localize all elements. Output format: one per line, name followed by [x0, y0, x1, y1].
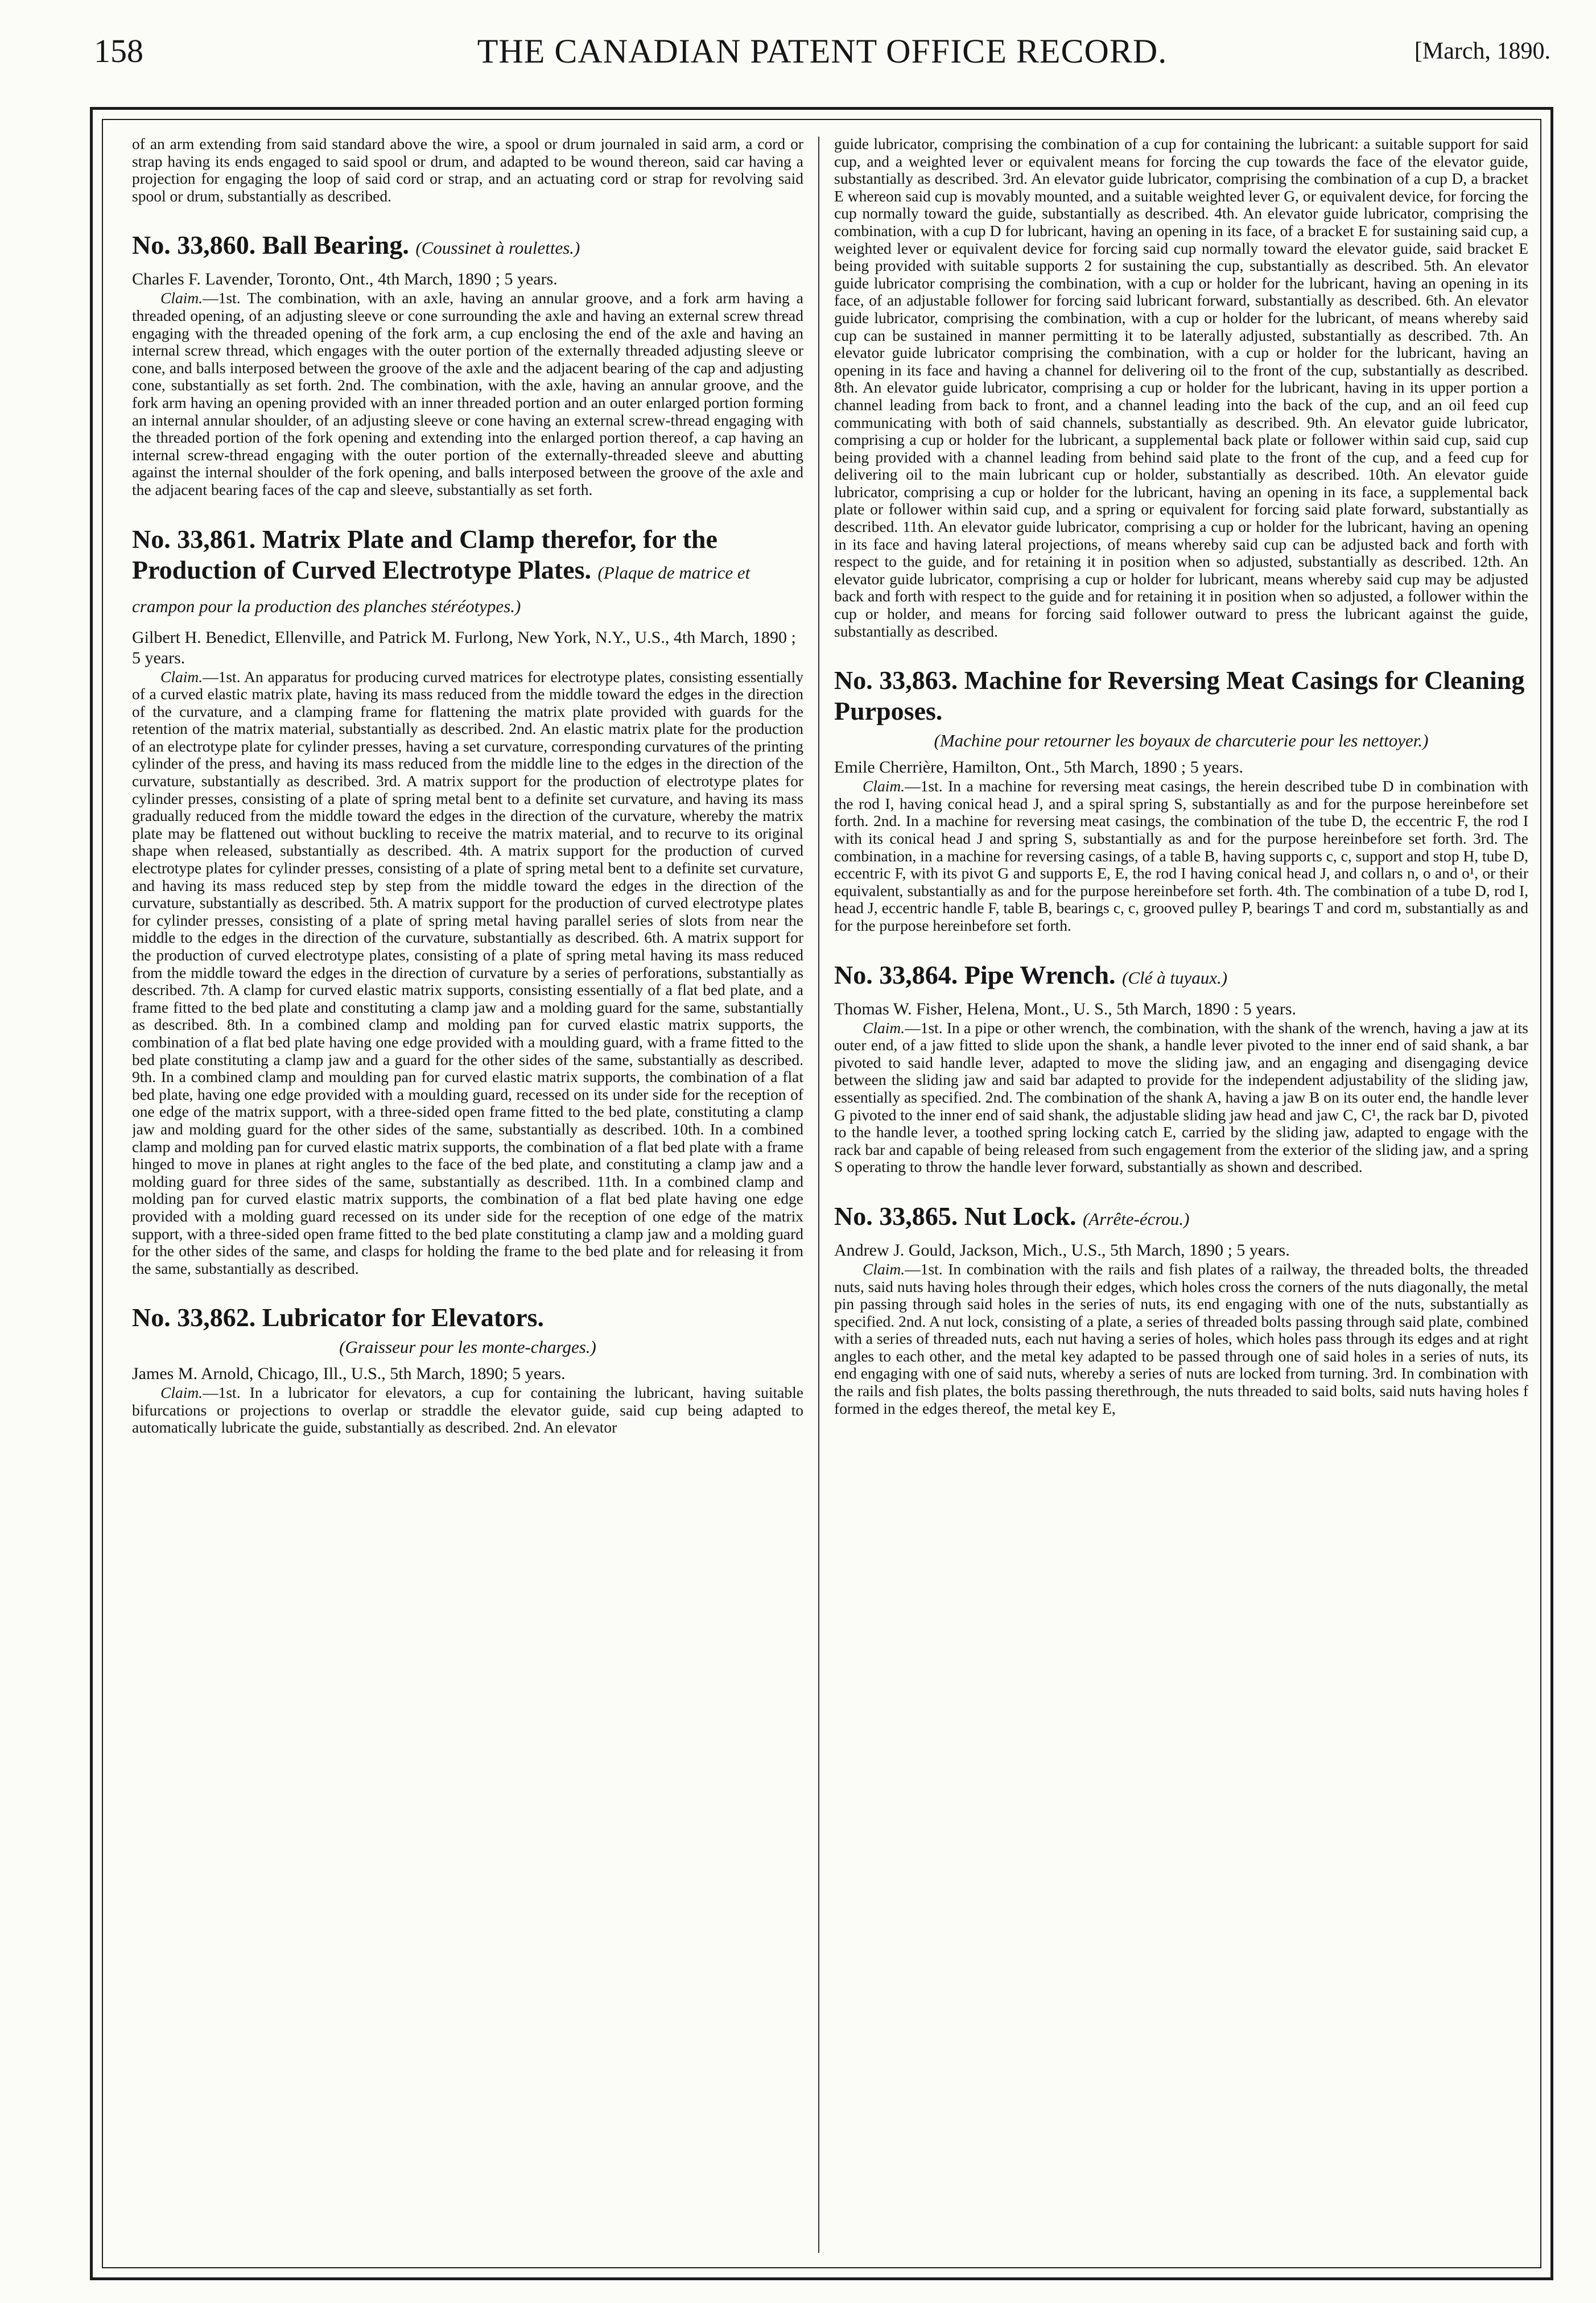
claim-label: Claim.: [160, 1384, 203, 1402]
continuation-text: guide lubricator, comprising the combination of a cup for containing the lubricant: a suitable support for said cup, and a weighted lever or equivalent means for forcing the cup towards the face of the elevator guide, substantially as described. 3rd. An elevator guide lubricator, comprising the combination of a cup D, a bracket E whereon said cup is movably mounted, and a suitable weighted lever G, or equivalent device, for forcing the cup normally toward the guide, substantially as described. 4th. An elevator guide lubricator, comprising the combination, with a cup D for lubricant, having an opening in its face, of a bracket E for sustaining said cup, a weighted lever or equivalent device for forcing said cup normally toward the elevator guide, said bracket E being provided with suitable supports 2 for sustaining the cup, substantially as described. 5th. An elevator guide lubricator comprising the combination, with a cup or holder for the lubricant, having an opening in its face, of an adjustable follower for forcing said lubricant forward, substantially as described. 6th. An elevator guide lubricator, comprising the combination, with a cup or holder for the lubricant, of means whereby said cup can be sustained in manner permitting it to be laterally adjusted, substantially as described. 7th. An elevator guide lubricator comprising the combination, with a cup or holder for the lubricant, having an opening in its face and having a channel for delivering oil to the front of the cup, substantially as described. 8th. An elevator guide lubricator, comprising a cup or holder for the lubricant, having in its upper portion a channel leading from back to front, and a channel leading into the back of the cup, and an oil feed cup communicating with both of said channels, substantially as described. 9th. An elevator guide lubricator, comprising a cup or holder for the lubricant, a supplemental back plate or follower within said cup, said cup being provided with a channel leading from behind said plate to the front of the cup, and a feed cup for delivering oil to the main lubricant cup or holder, substantially as described. 10th. An elevator guide lubricator, comprising a cup or holder for the lubricant, having an opening in its face, a supplemental back plate or follower within said cup, and a spring or equivalent for forcing said plate forward, substantially as described. 11th. An elevator guide lubricator, comprising a cup or holder for the lubricant, having an opening in its face and having lateral projections, of means whereby said cup can be adjusted back and forth with respect to the guide, and for retaining it in position when so adjusted, substantially as described. 12th. An elevator guide lubricator, comprising a cup or holder for lubricant, means whereby said cup may be adjusted back and forth with respect to the guide and for retaining it in position when so adjusted, a follower within the cup or holder, and means for forcing said follower outward to press the lubricant against the guide, substantially as described.: [834, 135, 1528, 640]
claim-label: Claim.: [160, 289, 203, 307]
journal-title: THE CANADIAN PATENT OFFICE RECORD.: [477, 32, 1168, 70]
claim-text: —1st. In combination with the rails and fish plates of a railway, the threaded bolts, the threaded nuts, said nuts having holes through their edges, which holes cross the corners of the nuts diagonally, the metal pin passing through said holes in the series of nuts, its end engaging with one of the nuts, substantially as specified. 2nd. A nut lock, consisting of a plate, a series of threaded bolts passing through said plate, combined with a series of threaded nuts, each nut having a series of holes, which holes pass through its edges and at right angles to each other, and the metal key adapted to be passed through one of said holes in a series of nuts, its end engaging with one of said nuts, whereby a series of nuts are locked from turning. 3rd. In combination with the rails and fish plates, the bolts passing therethrough, the nuts threaded to said bolts, said nuts having holes f formed in the edges thereof, the metal key E,: [834, 1260, 1528, 1417]
patent-number: No. 33,865.: [834, 1201, 958, 1231]
patent-heading: [132, 1302, 803, 1333]
patent-heading: [834, 960, 1528, 993]
patent-entry: [834, 665, 1528, 934]
patent-number: No. 33,864.: [834, 960, 958, 989]
patent-title: Lubricator for Elevators.: [262, 1303, 545, 1332]
column-divider: [818, 137, 819, 2253]
patent-heading: [834, 665, 1528, 727]
patent-french-title: (Arrête-écrou.): [1083, 1208, 1190, 1229]
patent-entry: [834, 1201, 1528, 1417]
patent-title: Nut Lock.: [964, 1201, 1077, 1231]
patent-inventor: Andrew J. Gould, Jackson, Mich., U.S., 5th March, 1890 ; 5 years.: [834, 1240, 1290, 1260]
patent-claim: [132, 1384, 803, 1437]
patent-number: No. 33,863.: [834, 666, 958, 695]
patent-french-title: (Graisseur pour les monte-charges.): [339, 1337, 596, 1357]
patent-inventor: Gilbert H. Benedict, Ellenville, and Patrick M. Furlong, New York, N.Y., U.S., 4th March, 1890 ; 5 years.: [132, 628, 796, 667]
patent-title: Pipe Wrench.: [964, 960, 1116, 989]
patent-title: Machine for Reversing Meat Casings for Cleaning Purposes.: [834, 666, 1525, 726]
patent-number: No. 33,862.: [132, 1303, 256, 1332]
right-column: [834, 135, 1528, 2257]
patent-french-title: (Machine pour retourner les boyaux de charcuterie pour les nettoyer.): [934, 730, 1429, 751]
left-column: [132, 135, 803, 2257]
patent-heading: [834, 1201, 1528, 1235]
claim-text: —1st. An apparatus for producing curved matrices for electrotype plates, consisting essentially of a curved elastic matrix plate, having its mass reduced from the middle toward the edges in the direction of the curvature, and a clamping frame for flattening the matrix plate provided with guards for the retention of the matrix material, substantially as described. 2nd. An elastic matrix plate for the production of an electrotype plate for cylinder presses, having a set curvature, corresponding curvatures of the printing cylinder of the press, and having its mass reduced from the middle line to the edges in the direction of the curvature, substantially as described. 3rd. A matrix support for the production of electrotype plates for cylinder presses, consisting of a plate of spring metal bent to a definite set curvature, and having its mass gradually reduced from the middle toward the edges in the direction of the curvature, whereby the matrix plate may be flattened out without buckling to receive the matrix material, and to recurve to its original shape when released, substantially as described. 4th. A matrix support for the production of curved electrotype plates for cylinder presses, consisting of a plate of spring metal bent to a definite set curvature, and having its mass reduced step by step from the middle toward the edges in the direction of the curvature, substantially as described. 5th. A matrix support for the production of curved electrotype plates for cylinder presses, consisting of a plate of spring metal having parallel series of slots from near the middle to the edges in the direction of the curvature, substantially as described. 6th. A matrix support for the production of curved electrotype plates, consisting of a plate of spring metal having its mass reduced from the middle toward the edges in the direction of curvature by a series of perforations, substantially as described. 7th. A clamp for curved elastic matrix supports, consisting essentially of a flat bed plate, and a frame fitted to the bed plate and constituting a clamp jaw and a molding guard for the same, substantially as described. 8th. In a combined clamp and molding pan for curved elastic matrix supports, the combination of a flat bed plate having one edge provided with a moulding guard, with a frame fitted to the bed plate constituting a clamp jaw and a guard for the other sides of the same, substantially as described. 9th. In a combined clamp and moulding pan for curved elastic matrix supports, the combination of a flat bed plate, having one edge provided with a moulding guard, recessed on its under side for the reception of one edge of the matrix support, with a three-sided open frame fitted to the bed plate, constituting a clamp jaw and molding guard for the other sides of the same, substantially as described. 10th. In a combined clamp and molding pan for curved elastic matrix supports, the combination of a flat bed plate with a frame hinged to move in planes at right angles to the face of the bed plate, and constituting a clamp jaw and a molding guard for three sides of the same, substantially as described. 11th. In a combined clamp and molding pan for curved elastic matrix supports, the combination of a flat bed plate having one edge provided with a molding guard recessed on its under side for the reception of one edge of the matrix support, with a three-sided open frame fitted to the bed plate constituting a clamp jaw and a molding guard for the other sides of the same, and clasps for holding the frame to the bed plate and for releasing it from the same, substantially as described.: [132, 667, 803, 1277]
patent-french-title: (Clé à tuyaux.): [1122, 967, 1228, 988]
claim-label: Claim.: [863, 777, 905, 795]
page-header: [94, 28, 1550, 74]
claim-text: —1st. In a lubricator for elevators, a cup for containing the lubricant, having suitable bifurcations or projections to overlap or straddle the elevator guide, said cup being adapted to automatically lubricate the guide, substantially as described. 2nd. An elevator: [132, 1384, 803, 1437]
issue-date: [March, 1890.: [1414, 38, 1550, 64]
patent-heading: [132, 230, 803, 263]
page-number: 158: [94, 32, 143, 69]
claim-label: Claim.: [863, 1260, 905, 1278]
patent-inventor: Charles F. Lavender, Toronto, Ont., 4th March, 1890 ; 5 years.: [132, 270, 558, 289]
claim-text: —1st. The combination, with an axle, having an annular groove, and a fork arm having a threaded opening, of an adjusting sleeve or cone surrounding the axle and having an external screw thread engaging with the threaded opening of the fork arm, a cup enclosing the end of the axle and having an internal screw thread, which engages with the outer portion of the externally threaded adjusting sleeve or cone, and balls interposed between the groove of the axle and the adjacent bearing of the cap and adjusting cone, substantially as set forth. 2nd. The combination, with the axle, having an annular groove, and the fork arm having an opening provided with an inner threaded portion and an outer enlarged portion forming an internal annular shoulder, of an adjusting sleeve or cone having an external screw-thread engaging with the threaded portion of the fork opening and extending into the enlarged portion thereof, a cap having an internal screw-thread engaging with the outer portion of the externally-threaded sleeve and abutting against the internal shoulder of the fork opening, and balls interposed between the groove of the axle and the adjacent bearing faces of the cap and sleeve, substantially as set forth.: [132, 289, 803, 498]
patent-entry: [132, 230, 803, 498]
patent-claim: [834, 1020, 1528, 1176]
claim-label: Claim.: [160, 667, 203, 686]
patent-inventor: Emile Cherrière, Hamilton, Ont., 5th March, 1890 ; 5 years.: [834, 758, 1243, 777]
claim-text: —1st. In a pipe or other wrench, the combination, with the shank of the wrench, having a jaw at its outer end, of a jaw fitted to slide upon the shank, a handle lever pivoted to the inner end of said shank, a bar pivoted to said handle lever, adapted to move the sliding jaw, and an engaging and disengaging device between the sliding jaw and said bar adapted to provide for the independent adjustability of the sliding jaw, essentially as specified. 2nd. The combination of the shank A, having a jaw B on its outer end, the handle lever G pivoted to the inner end of said shank, the adjustable sliding jaw head and jaw C, C¹, the rack bar D, pivoted to the handle lever, a toothed spring locking catch E, carried by the sliding jaw, adapted to engage with the rack bar and capable of being released from such engagement from the exterior of the sliding jaw, and a spring S operating to throw the handle lever forward, substantially as shown and described.: [834, 1018, 1528, 1176]
patent-entry: [834, 960, 1528, 1176]
patent-french-title: (Coussinet à roulettes.): [415, 238, 580, 258]
patent-claim: [132, 290, 803, 498]
patent-number: No. 33,861.: [132, 524, 256, 554]
claim-text: —1st. In a machine for reversing meat casings, the herein described tube D in combination with the rod I, having conical head J, and a spiral spring S, substantially as and for the purpose hereinbefore set forth. 2nd. In a machine for reversing meat casings, the combination of the tube D, the eccentric F, the rod I with its conical head J and spring S, substantially as and for the purpose hereinbefore set forth. 3rd. The combination, in a machine for reversing casings, of a table B, having supports c, c, support and stop H, tube D, eccentric F, with its pivot G and supports E, E, the rod I having conical head J, and collars n, o and o¹, or their equivalent, substantially as and for the purpose hereinbefore set forth. 4th. The combination of a tube D, rod I, head J, eccentric handle F, table B, bearings c, c, grooved pulley P, bearings T and cord m, substantially as and for the purpose hereinbefore set forth.: [834, 777, 1528, 934]
claim-label: Claim.: [863, 1018, 905, 1037]
patent-claim: [834, 1261, 1528, 1417]
patent-entry: [132, 1302, 803, 1437]
patent-heading: [132, 524, 803, 622]
patent-title: Ball Bearing.: [262, 230, 409, 260]
patent-title: Matrix Plate and Clamp therefor, for the Production of Curved Electrotype Plates.: [132, 524, 717, 584]
patent-number: No. 33,860.: [132, 230, 256, 260]
continuation-text: of an arm extending from said standard above the wire, a spool or drum journaled in said arm, a cord or strap having its ends engaged to said spool or drum, and adapted to be wound thereon, said car having a projection for engaging the loop of said cord or strap, and an actuating cord or strap for revolving said spool or drum, substantially as described.: [132, 135, 803, 205]
patent-claim: [132, 668, 803, 1278]
patent-inventor: James M. Arnold, Chicago, Ill., U.S., 5th March, 1890; 5 years.: [132, 1364, 566, 1384]
patent-french-title: (Plaque de matrice et crampon pour la production des planches stéréotypes.): [132, 562, 750, 616]
patent-claim: [834, 778, 1528, 934]
patent-inventor: Thomas W. Fisher, Helena, Mont., U. S., 5th March, 1890 : 5 years.: [834, 999, 1297, 1018]
patent-entry: [132, 524, 803, 1278]
